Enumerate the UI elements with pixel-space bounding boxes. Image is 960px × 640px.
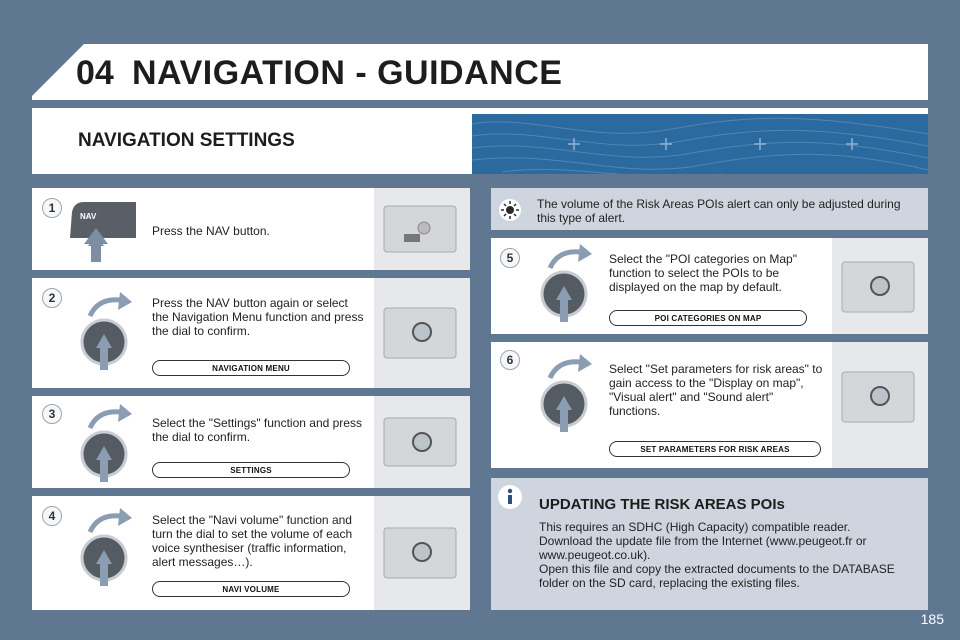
update-line-3: Open this file and copy the extracted documents to the DATABASE folder on the SD card, replacing the existing files. <box>539 562 895 590</box>
update-line-2: Download the update file from the Internet (www.peugeot.fr or www.peugeot.co.uk). <box>539 534 867 562</box>
step-badge-6: 6 <box>500 350 520 370</box>
step-badge-1: 1 <box>42 198 62 218</box>
step-badge-4: 4 <box>42 506 62 526</box>
dial-press-icon <box>76 404 136 486</box>
settings-label: SETTINGS <box>152 462 350 478</box>
page-number: 185 <box>920 611 944 627</box>
dial-press-icon <box>76 508 136 590</box>
chapter-number: 04 <box>76 54 114 92</box>
radio-faceplate-icon <box>840 364 916 430</box>
step-badge-3: 3 <box>42 404 62 424</box>
info-icon <box>497 484 523 510</box>
update-line-1: This requires an SDHC (High Capacity) compatible reader. <box>539 520 851 534</box>
step-6-text: Select "Set parameters for risk areas" to gain access to the "Display on map", "Visual alert" and "Sound alert" functions. <box>609 362 823 418</box>
radio-faceplate-icon <box>840 254 916 320</box>
step-badge-2: 2 <box>42 288 62 308</box>
navigation-menu-label: NAVIGATION MENU <box>152 360 350 376</box>
info-text: The volume of the Risk Areas POIs alert can only be adjusted during this type of alert. <box>537 197 901 225</box>
dial-press-icon <box>536 244 596 326</box>
radio-faceplate-icon <box>382 300 458 366</box>
step-1-text: Press the NAV button. <box>152 224 270 238</box>
nav-button-icon <box>66 198 142 264</box>
radio-faceplate-icon <box>382 412 458 472</box>
map-decoration <box>472 114 928 174</box>
poi-categories-label: POI CATEGORIES ON MAP <box>609 310 807 326</box>
radio-faceplate-icon <box>382 520 458 586</box>
set-parameters-label: SET PARAMETERS FOR RISK AREAS <box>609 441 821 457</box>
step-badge-5: 5 <box>500 248 520 268</box>
sun-icon <box>498 198 522 222</box>
dial-press-icon <box>536 354 596 436</box>
step-4-text: Select the "Navi volume" function and turn the dial to set the volume of each voice synthesiser (traffic information, alert messages…). <box>152 513 353 569</box>
step-2-text: Press the NAV button again or select the Navigation Menu function and press the dial to confirm. <box>152 296 364 338</box>
radio-faceplate-icon <box>382 200 458 258</box>
step-3-text: Select the "Settings" function and press the dial to confirm. <box>152 416 362 444</box>
navi-volume-label: NAVI VOLUME <box>152 581 350 597</box>
section-title: NAVIGATION SETTINGS <box>78 130 295 151</box>
chapter-title: NAVIGATION - GUIDANCE <box>132 54 563 92</box>
update-title: UPDATING THE RISK AREAS POIs <box>539 496 785 513</box>
step-5-text: Select the "POI categories on Map" function to select the POIs to be displayed on the map by default. <box>609 252 797 294</box>
dial-press-icon <box>76 292 136 374</box>
nav-button-label: NAV <box>80 212 97 221</box>
